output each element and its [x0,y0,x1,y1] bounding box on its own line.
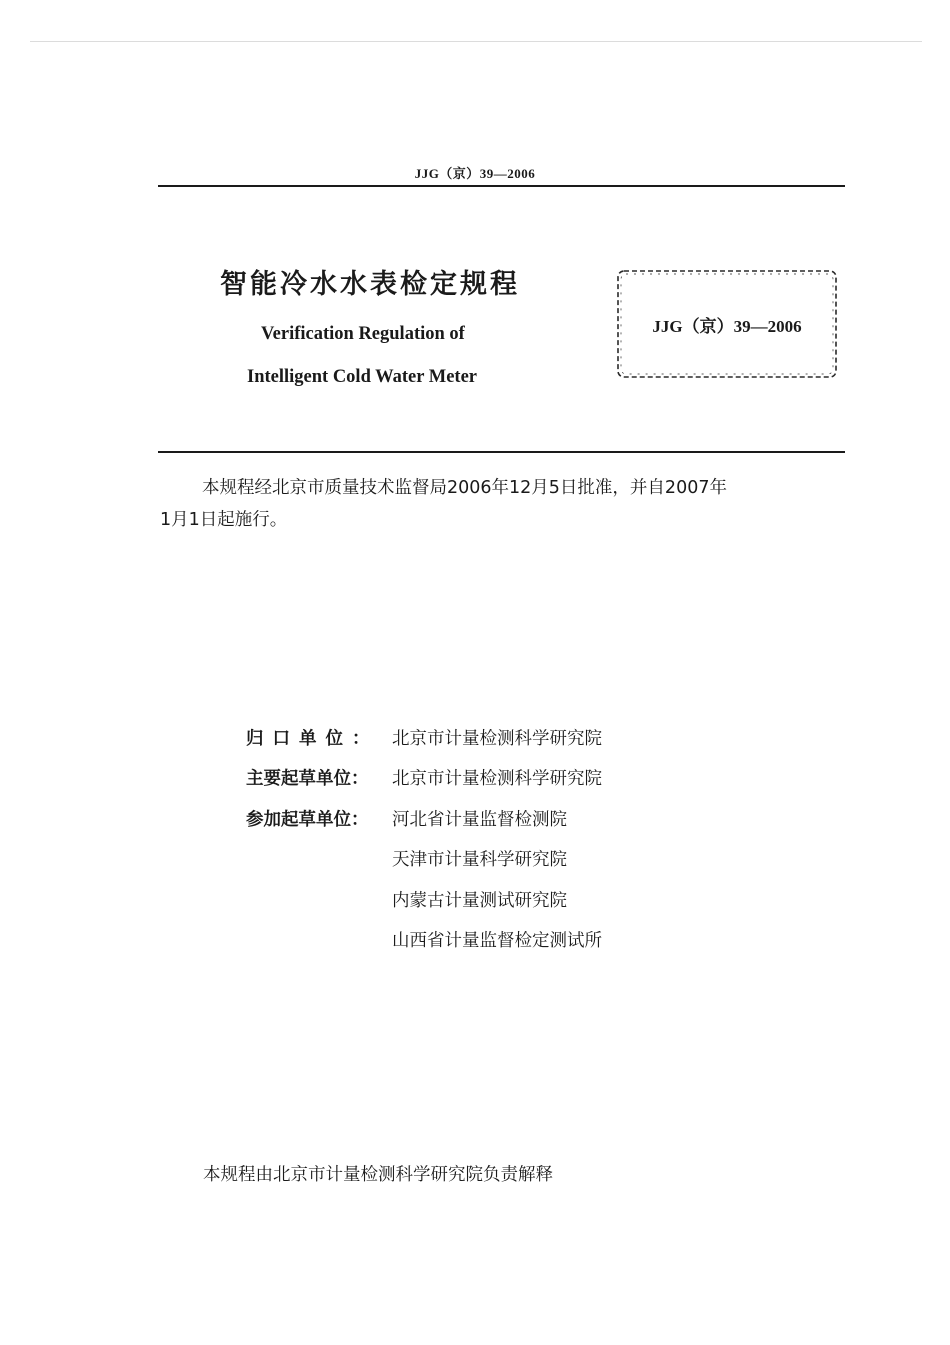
org-label-main-drafter: 主要起草单位： [246,769,369,789]
standard-code: JJG（京）39—2006 [652,317,802,336]
title-english-line2: Intelligent Cold Water Meter [247,367,478,387]
org-row-participating [246,806,567,831]
org-row-main-drafter [246,765,602,790]
title-rule [158,451,845,453]
title-chinese: 智能冷水水表检定规程 [220,269,520,300]
standard-code-box [615,268,839,380]
org-value-responsible: 北京市计量检测科学研究院 [392,729,602,749]
org-row-participating-2 [246,846,567,871]
approval-line-2: 1月1日起施行。 [160,510,288,530]
org-value-participating: 山西省计量监督检定测试所 [392,931,602,951]
org-label-responsible: 归口单位： [246,729,379,749]
title-english-line1: Verification Regulation of [261,324,465,344]
org-row-participating-4 [246,927,602,952]
interpretation-note: 本规程由北京市计量检测科学研究院负责解释 [203,1165,553,1185]
org-value-main-drafter: 北京市计量检测科学研究院 [392,769,602,789]
org-value-participating: 河北省计量监督检测院 [392,810,567,830]
org-value-participating: 内蒙古计量测试研究院 [392,891,567,911]
org-row-responsible [246,725,602,750]
page-top-rule [30,41,922,42]
org-row-participating-3 [246,887,567,912]
header-standard-code: JJG（京）39—2006 [414,166,536,181]
approval-statement [160,472,850,536]
org-value-participating: 天津市计量科学研究院 [392,850,567,870]
approval-line-1: 本规程经北京市质量技术监督局2006年12月5日批准，并自2007年 [202,478,727,498]
header-rule [158,185,845,187]
org-label-participating: 参加起草单位： [246,810,369,830]
